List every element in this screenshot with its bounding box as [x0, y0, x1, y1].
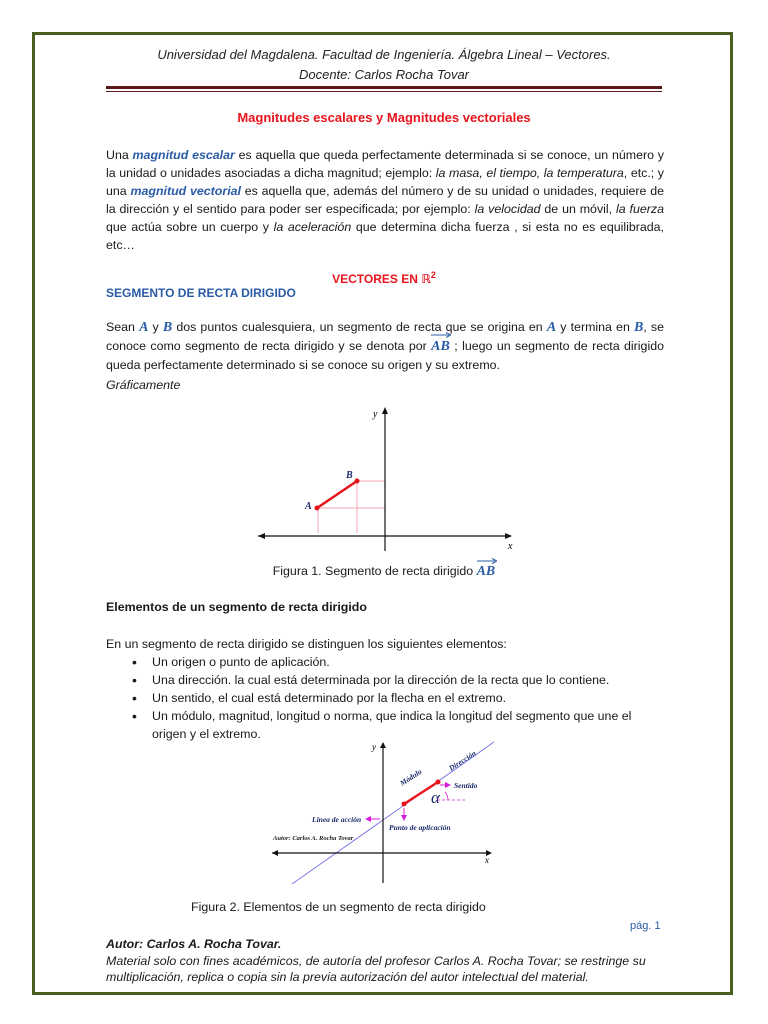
fig2-y-axis	[380, 742, 386, 883]
fig1-guide-lines	[318, 481, 385, 533]
fig1-point-a	[315, 506, 320, 511]
list-item: • Un módulo, magnitud, longitud o norma, que indica la longitud del segmento que une el origen y el extremo.	[124, 707, 664, 743]
fig2-sentido-label: Sentido	[454, 781, 478, 790]
footer-material-notice: Material solo con fines académicos, de autoría del profesor Carlos A. Rocha Tovar; se restringe su multiplicación, replica o copia sin la previa autorización del autor intelectual del material.	[106, 954, 646, 984]
list-item: • Un origen o punto de aplicación.	[124, 653, 664, 671]
fig2-autor-label: Autor: Carlos A. Rocha Tovar	[273, 835, 354, 842]
list-item: • Un sentido, el cual está determinado por la flecha en el extremo.	[124, 689, 664, 707]
point-b-label: B	[162, 320, 173, 335]
fig1-y-axis	[382, 407, 388, 551]
elementos-title: Elementos de un segmento de recta dirigido	[106, 600, 367, 614]
fig1-label-a: A	[305, 501, 312, 512]
fig2-alpha: α	[431, 788, 440, 807]
intro-paragraph: Una magnitud escalar es aquella que queda perfectamente determinada si se conoce, un número y la unidad o unidades asociadas a dicha magnitud; ejemplo: la masa, el tiempo, la temperatura, etc.; y una magnitud vectorial es aquella que, además del número y de su unidad o unidades, requiere de la dirección y el sentido para poder ser especificada; por ejemplo: la velocidad de un móvil, la fuerza que actúa sobre un cuerpo y la aceleración que determina dicha fuerza , si esta no es equilibrada, etc…	[106, 148, 665, 252]
page-title: Magnitudes escalares y Magnitudes vectoriales	[237, 110, 531, 125]
figure-2-diagram	[262, 738, 502, 886]
header-line-1: Universidad del Magdalena. Facultad de Ingeniería. Álgebra Lineal – Vectores.	[157, 47, 611, 62]
figure-1-diagram	[250, 403, 520, 553]
page-number: pág. 1	[630, 920, 661, 932]
graficamente-label: Gráficamente	[106, 378, 181, 392]
header-line-2: Docente: Carlos Rocha Tovar	[298, 67, 470, 82]
header-rule-thick	[106, 86, 662, 89]
fig2-end-point	[436, 780, 441, 785]
fig2-linea-label: Linea de acción	[312, 815, 362, 824]
footer-author: Autor: Carlos A. Rocha Tovar.	[106, 937, 282, 951]
fig1-x-label: x	[508, 541, 513, 552]
list-item: • Una dirección. la cual está determinada por la dirección de la recta que lo contiene.	[124, 671, 664, 689]
fig2-y-label: y	[372, 742, 376, 752]
caption-vector-ab: AB	[477, 564, 496, 580]
fig2-x-axis	[272, 850, 492, 856]
elementos-list	[124, 653, 664, 743]
figure-2-caption: Figura 2. Elementos de un segmento de recta dirigido	[191, 900, 486, 914]
fig2-x-label: x	[485, 855, 489, 865]
figure-1-caption: Figura 1. Segmento de recta dirigido AB	[0, 564, 768, 580]
fig2-modulo-label: Módulo	[398, 766, 424, 788]
point-a-label: A	[139, 320, 149, 335]
term-magnitud-vectorial: magnitud vectorial	[130, 184, 241, 198]
segmento-paragraph: Sean A y B dos puntos cualesquiera, un segmento de recta que se origina en A y termina en B, se conoce como segmento de recta dirigido y se denota por AB ; luego un segmento de recta dirigido queda perfectamente determinado si se conoce su origen y su extremo.	[106, 320, 664, 372]
fig1-point-b	[355, 479, 360, 484]
fig2-punto-label: Punto de aplicación	[389, 823, 451, 832]
vectores-title: VECTORES EN ℝ$^2$	[332, 270, 436, 286]
header-rule-thin	[106, 91, 662, 92]
fig2-origin-point	[402, 802, 407, 807]
fig1-label-b: B	[346, 470, 353, 481]
fig2-angle-arc	[445, 792, 448, 800]
term-magnitud-escalar: magnitud escalar	[132, 148, 235, 162]
fig2-direccion-label: Dirección	[447, 748, 478, 773]
fig1-y-label: y	[373, 409, 378, 420]
vector-ab-notation: AB	[431, 338, 450, 356]
fig1-vector-ab	[317, 481, 357, 508]
segmento-title: SEGMENTO DE RECTA DIRIGIDO	[106, 286, 296, 300]
elementos-intro: En un segmento de recta dirigido se distinguen los siguientes elementos:	[106, 637, 507, 651]
